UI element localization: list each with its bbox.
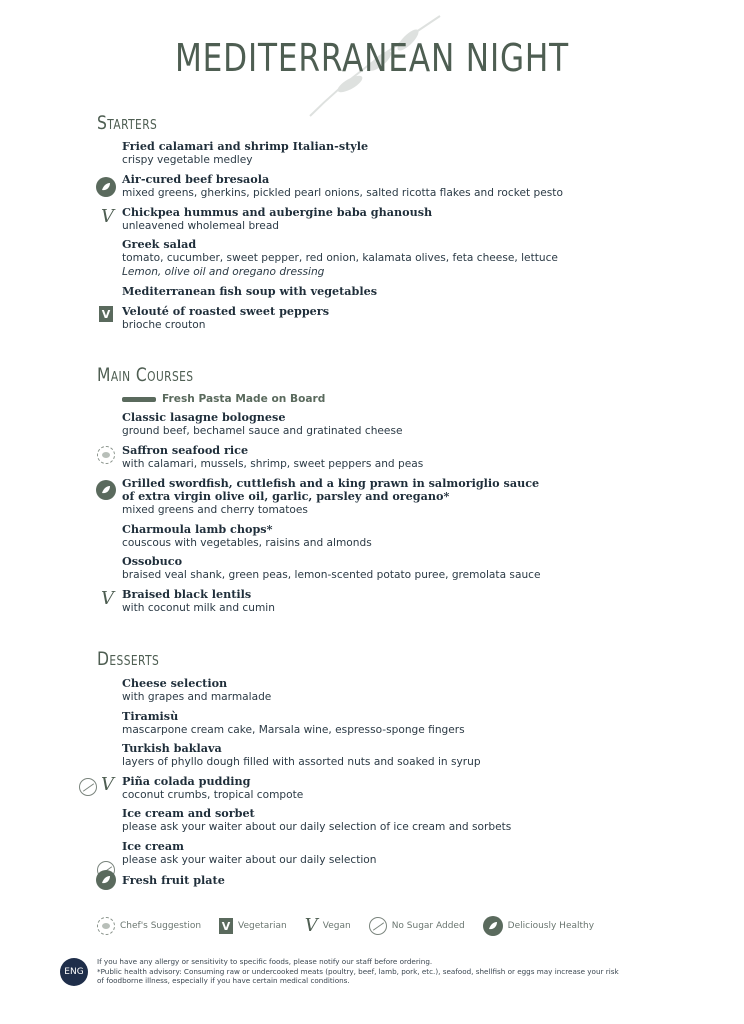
menu-item xyxy=(122,555,722,582)
deliciously-healthy-icon xyxy=(483,916,503,936)
vegan-icon: V xyxy=(101,774,114,795)
dish-description: couscous with vegetables, raisins and almonds xyxy=(122,537,372,549)
dish-name: Mediterranean fish soup with vegetables xyxy=(122,284,378,298)
menu-item xyxy=(122,285,722,298)
menu-title: MEDITERRANEAN NIGHT xyxy=(174,36,570,80)
legend-label: Vegetarian xyxy=(238,921,287,931)
legend-label: Deliciously Healthy xyxy=(507,921,595,931)
menu-item xyxy=(122,173,722,200)
dish-name: Turkish baklava xyxy=(122,741,222,755)
menu-item xyxy=(122,477,722,517)
dish-name: Fresh fruit plate xyxy=(122,873,225,887)
dish-description: crispy vegetable medley xyxy=(122,154,253,166)
allergy-notice: If you have any allergy or sensitivity to specific foods, please notify our staff before ordering. xyxy=(97,957,433,966)
dish-name: Fried calamari and shrimp Italian-style xyxy=(122,139,369,153)
dish-name: Ice cream and sorbet xyxy=(122,806,255,820)
dish-name: Ice cream xyxy=(122,839,184,853)
dish-description: unleavened wholemeal bread xyxy=(122,220,280,232)
menu-item xyxy=(122,206,722,233)
legend-label: No Sugar Added xyxy=(391,921,465,931)
dish-dressing: Lemon, olive oil and oregano dressing xyxy=(122,266,325,278)
language-badge: ENG xyxy=(60,958,88,986)
chefs-suggestion-icon xyxy=(97,917,115,935)
dish-name: Saffron seafood rice xyxy=(122,443,249,457)
fresh-pasta-text: Fresh Pasta Made on Board xyxy=(162,393,326,405)
menu-item xyxy=(122,238,722,279)
section-title-starters: Starters xyxy=(97,112,158,134)
menu-item xyxy=(122,710,722,737)
menu-item xyxy=(122,140,722,167)
dish-description: tomato, cucumber, sweet pepper, red onion, kalamata olives, feta cheese, lettuce xyxy=(122,252,558,264)
legend-vegan xyxy=(305,917,351,935)
dish-description: braised veal shank, green peas, lemon-scented potato puree, gremolata sauce xyxy=(122,569,541,581)
dish-name: Classic lasagne bolognese xyxy=(122,410,286,424)
menu-item xyxy=(122,775,722,802)
rolling-pin-icon xyxy=(122,397,156,402)
dish-description: with calamari, mussels, shrimp, sweet peppers and peas xyxy=(122,458,424,470)
deliciously-healthy-icon xyxy=(96,870,116,890)
no-sugar-added-icon xyxy=(79,778,97,796)
menu-item xyxy=(122,444,722,471)
vegetarian-icon: V xyxy=(219,918,233,934)
menu-item xyxy=(122,840,722,867)
dish-name: Greek salad xyxy=(122,237,197,251)
section-title-main-courses: Main Courses xyxy=(97,364,194,386)
dish-description: layers of phyllo dough filled with assorted nuts and soaked in syrup xyxy=(122,756,481,768)
menu-item xyxy=(122,305,722,332)
dish-description: ground beef, bechamel sauce and gratinated cheese xyxy=(122,425,403,437)
menu-item xyxy=(122,874,722,887)
menu-item xyxy=(122,523,722,550)
dish-description: coconut crumbs, tropical compote xyxy=(122,789,304,801)
fresh-pasta-label xyxy=(122,393,325,405)
legend-vegetarian xyxy=(219,918,287,934)
dish-name: Cheese selection xyxy=(122,676,228,690)
legend-chef xyxy=(97,917,201,935)
dish-description: mixed greens and cherry tomatoes xyxy=(122,504,308,516)
dish-name: Chickpea hummus and aubergine baba ghanoush xyxy=(122,205,433,219)
dish-name: Braised black lentils xyxy=(122,587,252,601)
dish-description: mascarpone cream cake, Marsala wine, espresso-sponge fingers xyxy=(122,724,465,736)
dish-name: Velouté of roasted sweet peppers xyxy=(122,304,329,318)
dish-name-continued: of extra virgin olive oil, garlic, parsley and oregano* xyxy=(122,489,450,503)
health-advisory-continued: of foodborne illness, especially if you have certain medical conditions. xyxy=(97,976,350,985)
dish-description: with coconut milk and cumin xyxy=(122,602,275,614)
menu-item xyxy=(122,411,722,438)
legend-label: Vegan xyxy=(322,921,351,931)
dish-description: mixed greens, gherkins, pickled pearl onions, salted ricotta flakes and rocket pesto xyxy=(122,187,563,199)
dish-name: Charmoula lamb chops* xyxy=(122,522,273,536)
chefs-suggestion-icon xyxy=(97,446,115,464)
section-title-desserts: Desserts xyxy=(97,648,160,670)
dish-name: Tiramisù xyxy=(122,709,179,723)
dish-description: please ask your waiter about our daily selection xyxy=(122,854,377,866)
deliciously-healthy-icon xyxy=(96,480,116,500)
vegan-icon: V xyxy=(304,915,318,936)
dish-name: Piña colada pudding xyxy=(122,774,251,788)
no-sugar-added-icon xyxy=(369,917,387,935)
legend-label: Chef's Suggestion xyxy=(120,921,202,931)
dish-description: with grapes and marmalade xyxy=(122,691,272,703)
menu-item xyxy=(122,588,722,615)
dish-name: Ossobuco xyxy=(122,554,183,568)
dish-description: please ask your waiter about our daily selection of ice cream and sorbets xyxy=(122,821,512,833)
menu-item xyxy=(122,677,722,704)
legend-healthy xyxy=(483,916,594,936)
menu-item xyxy=(122,807,722,834)
health-advisory: *Public health advisory: Consuming raw or undercooked meats (poultry, beef, lamb, pork, etc.), seafood, shellfish or eggs may increase your risk xyxy=(97,967,619,976)
menu-item xyxy=(122,742,722,769)
deliciously-healthy-icon xyxy=(96,177,116,197)
vegetarian-icon: V xyxy=(99,306,113,322)
dish-name: Air-cured beef bresaola xyxy=(122,172,270,186)
legend-no-sugar xyxy=(369,917,465,935)
vegan-icon: V xyxy=(101,206,114,227)
icon-legend xyxy=(97,916,612,936)
dish-name: Grilled swordfish, cuttlefish and a king prawn in salmoriglio sauce xyxy=(122,476,540,490)
vegan-icon: V xyxy=(101,588,114,609)
dish-description: brioche crouton xyxy=(122,319,206,331)
